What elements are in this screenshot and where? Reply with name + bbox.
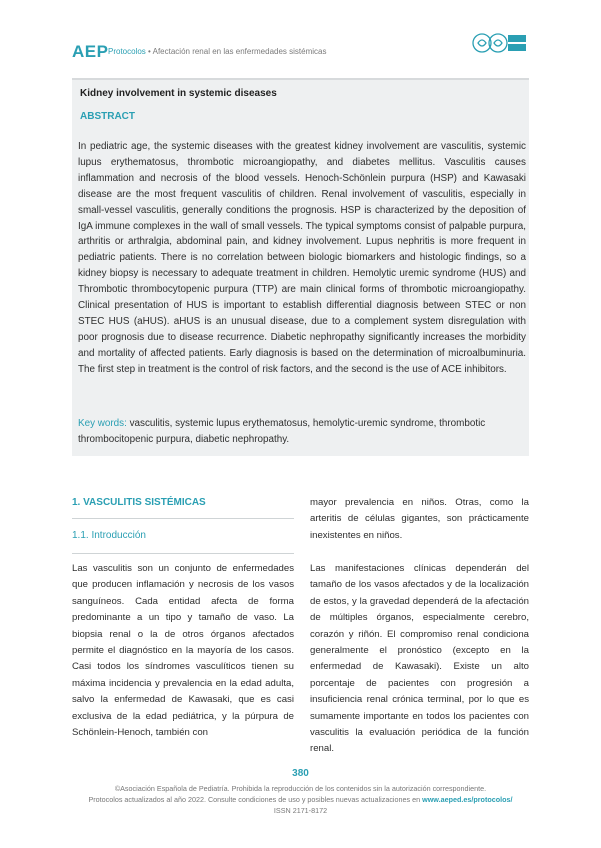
page-footer (0, 768, 601, 816)
breadcrumb-section[interactable]: Protocolos (108, 47, 146, 56)
right-column-paragraph-2: Las manifestaciones clínicas dependerán del tamaño de los vasos afectados y de la localización de estos, y la gravedad dependerá de la afectación de múltiples órganos, especialmente cerebro, corazón y riñón. El compromiso renal condiciona generalmente el pronóstico (excepto en la enfermedad de Kawasaki). Existe un alto porcentaje de pacientes con progresión a insuficiencia renal crónica terminal, por lo que es sumamente importante en todos los pacientes con vasculitis la evaluación periódica de la función renal. (310, 563, 529, 755)
subsection-title: 1.1. Introducción (72, 530, 146, 541)
breadcrumb-title: Afectación renal en las enfermedades sistémicas (152, 47, 327, 56)
abstract-title: Kidney involvement in systemic diseases (80, 88, 277, 99)
abstract-text: In pediatric age, the systemic diseases with the greatest kidney involvement are vasculitis, systemic lupus erythematosus, thrombotic microangiopathy, and diabetes mellitus. Vasculitis causes inflammation and necrosis of the blood vessels. Henoch-Schönlein purpura (HSP) and Kawasaki disease are the most frequent vasculitis of children. Renal involvement of vasculitis, especially in small-vessel vasculitis, generally conditions the prognosis. HSP is characterized by the deposition of IgA immune complexes in the wall of small vessels. The typical symptoms consist of palpable purpura, arthritis or arthralgia, abdominal pain, and kidney involvement. Lupus nephritis is more frequent in pediatric patients. There is no correlation between biologic biomarkers and histologic findings, so a kidney biopsy is necessary to adequate treatment in children. Hemolytic uremic syndrome (HUS) and Thrombotic thrombocytopenic purpura (TTP) are main clinical forms of thrombotic microangiopathy. Clinical presentation of HUS is important to establish differential diagnosis between STEC or non STEC HUS (aHUS). aHUS is an unusual disease, due to a complement system disregulation with poor prognosis due to disease recurrence. Diabetic nephropathy significantly increases the morbidity and mortality of affected patients. Early diagnosis is based on the determination of microalbuminuria. The first step in treatment is the control of risk factors, and the second is the use of ACE inhibitors. (78, 141, 526, 375)
keywords-label: Key words: (78, 418, 127, 429)
aep-logo: AEP (72, 42, 109, 61)
footer-update-note (0, 794, 601, 805)
footer-site-link[interactable]: www.aeped.es/protocolos/ (422, 795, 513, 804)
page-header (0, 0, 601, 70)
right-column-paragraph-1: mayor prevalencia en niños. Otras, como la arteritis de células gigantes, son prácticamente inexistentes en niños. (310, 497, 529, 541)
abstract-label: ABSTRACT (80, 111, 135, 122)
subsection-divider (72, 553, 294, 554)
abstract-keywords (78, 416, 526, 448)
breadcrumb-separator: • (145, 47, 153, 56)
left-column-paragraph: Las vasculitis son un conjunto de enfermedades que producen inflamación y necrosis de los vasos sanguíneos. Cada entidad afecta de forma predominante a un tipo y tamaño de vaso. La biopsia renal o la de otros órganos afectados permite el diagnóstico en la mayoría de los casos. Casi todos los síndromes vasculíticos tienen su máxima incidencia y prevalencia en la edad adulta, salvo la enfermedad de Kawasaki, que es casi exclusiva de la edad pediátrica, y la púrpura de Schönlein-Henoch, también con (72, 563, 294, 739)
footer-issn: ISSN 2171-8172 (273, 806, 328, 815)
section-divider (72, 518, 294, 519)
abstract-box (72, 78, 529, 456)
page-number: 380 (292, 768, 309, 779)
breadcrumb (108, 47, 326, 56)
footer-copyright: ©Asociación Española de Pediatría. Prohibida la reproducción de los contenidos sin la autorización correspondiente. (114, 784, 487, 793)
footer-update-text: Protocolos actualizados al año 2022. Consulte condiciones de uso y posibles nuevas actualizaciones en (88, 795, 423, 804)
keywords-list: vasculitis, systemic lupus erythematosus, hemolytic-uremic syndrome, thrombotic thrombocitopenic purpura, diabetic nephropathy. (78, 418, 486, 445)
section-title: 1. VASCULITIS SISTÉMICAS (72, 497, 206, 508)
aeped-society-logo (468, 30, 528, 56)
